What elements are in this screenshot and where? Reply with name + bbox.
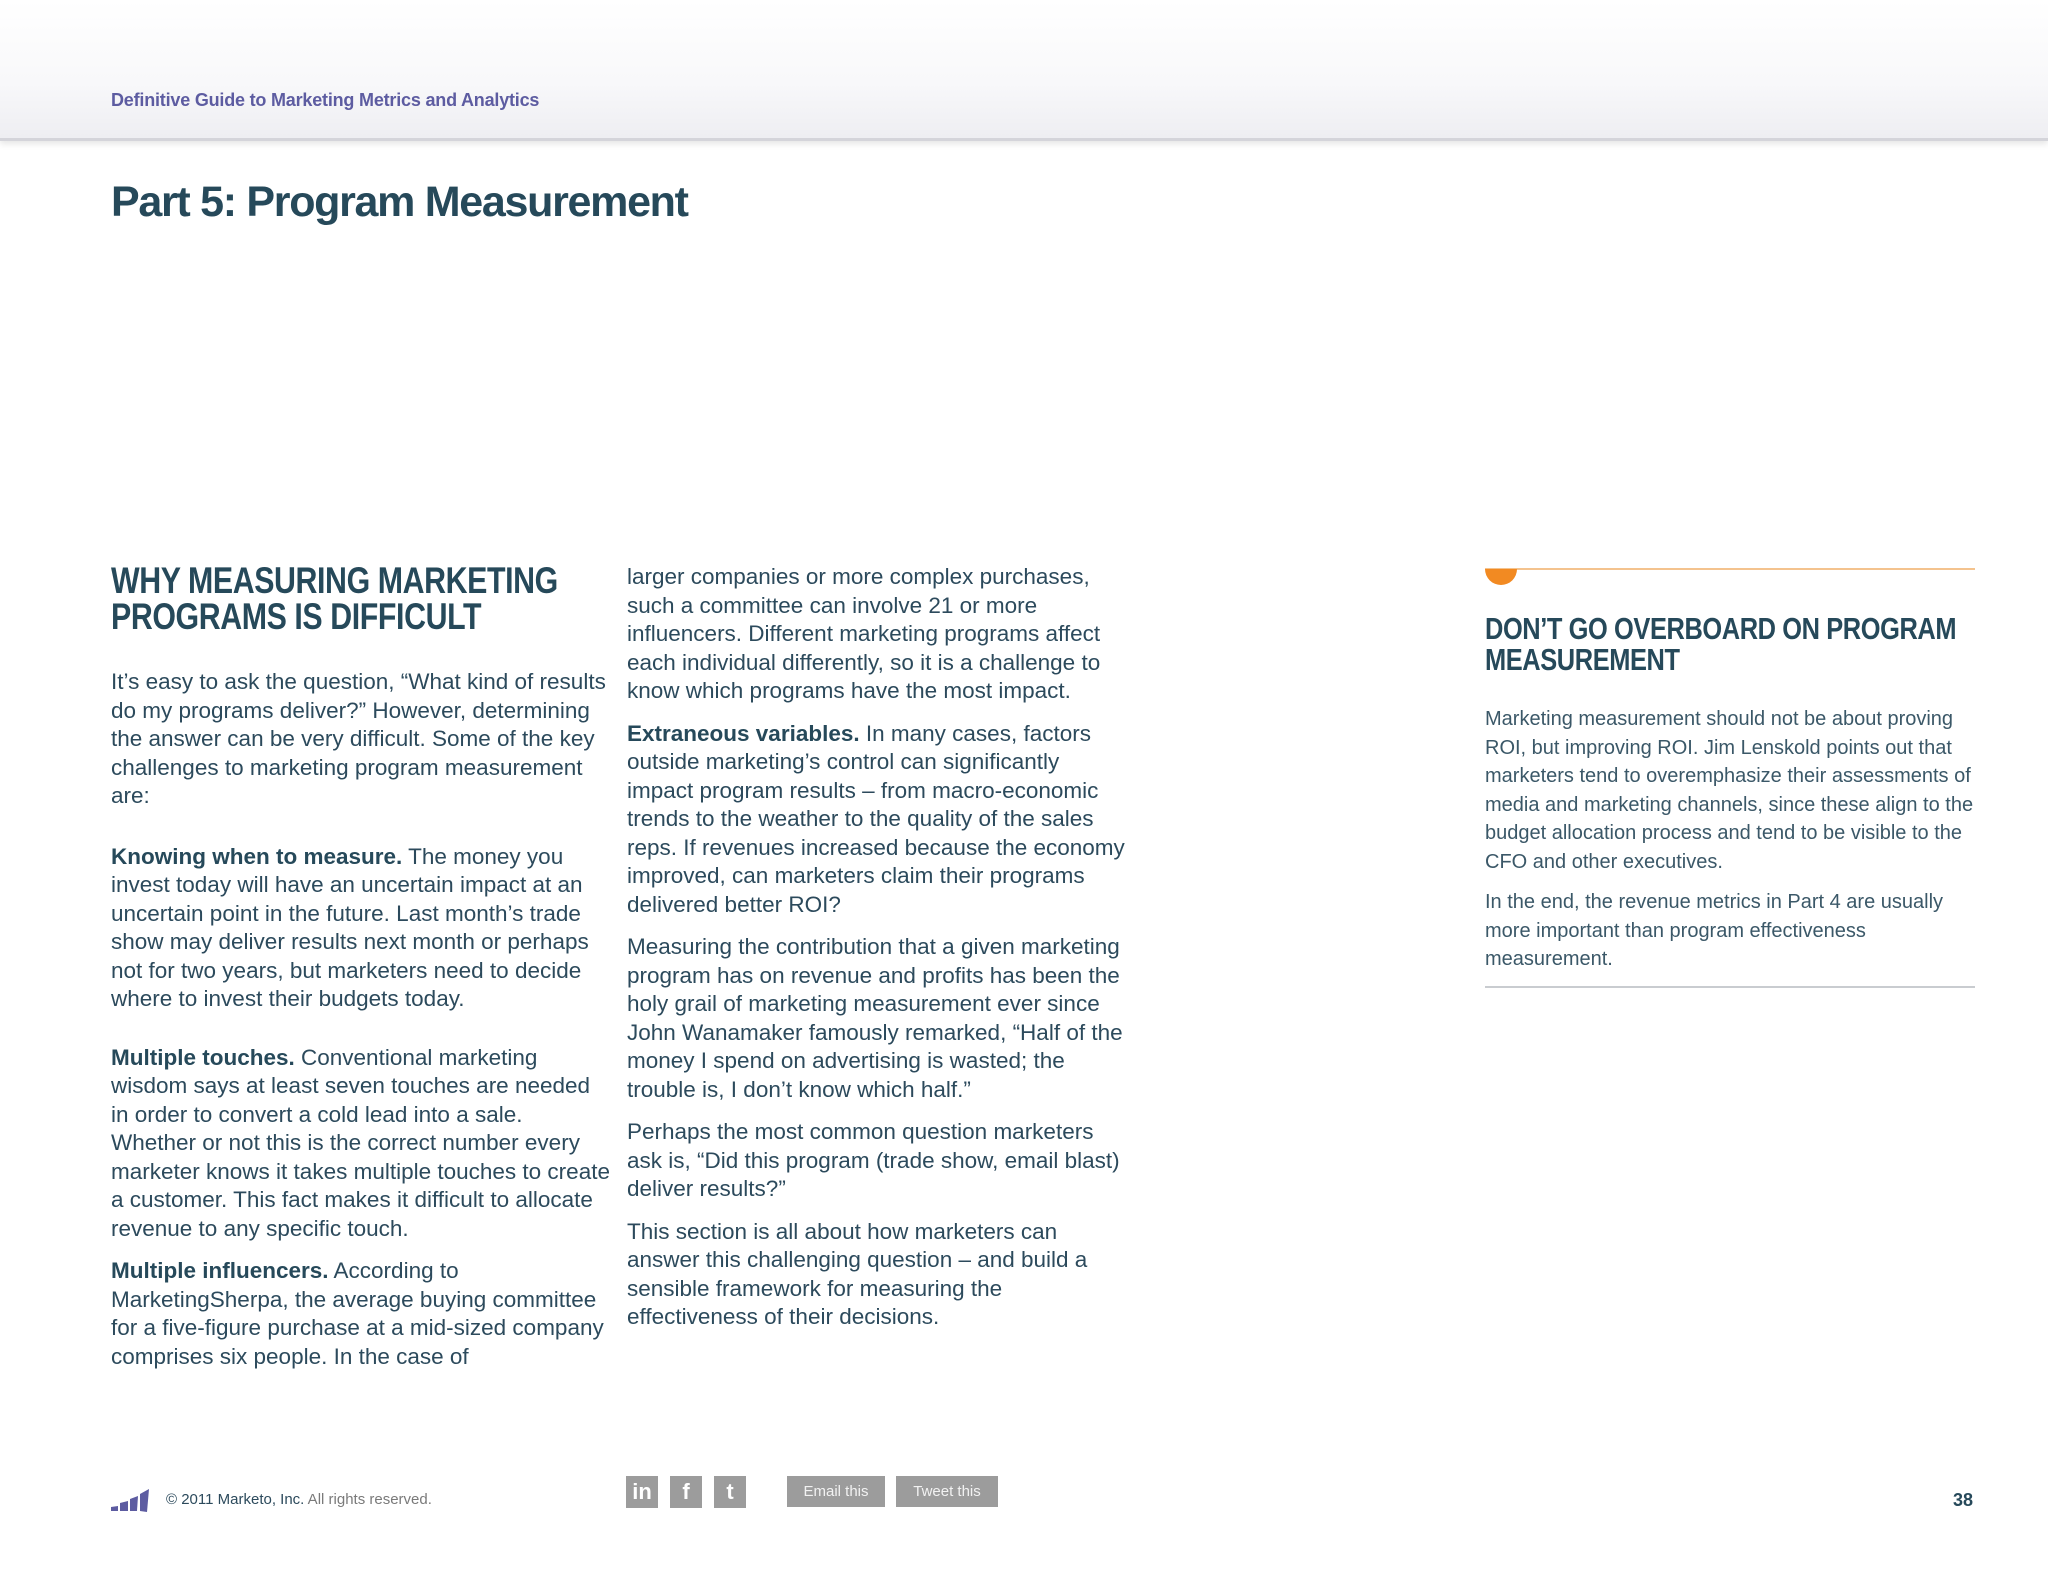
sidebar-paragraph-1: Marketing measurement should not be about proving ROI, but improving ROI. Jim Lenskold points out that marketers tend to overemphasize their assessments of media and marketing channels, since these align to the budget allocation process and tend to be visible to the CFO and other executives.	[1485, 708, 1974, 873]
twitter-icon: t	[726, 1479, 734, 1504]
page-title: Part 5: Program Measurement	[111, 178, 688, 226]
challenge-touches-text: Conventional marketing wisdom says at least seven touches are needed in order to convert a cold lead into a sale. Whether or not this is the correct number every marketer knows it takes multiple touches to create a customer. This fact makes it difficult to allocate revenue to any specific touch.	[111, 1044, 610, 1241]
facebook-share-button[interactable]	[670, 1476, 702, 1508]
section-summary-paragraph: This section is all about how marketers can answer this challenging question – and build a sensible framework for measuring the effectiveness of their decisions.	[627, 1218, 1088, 1329]
sidebar-heading-line1: DON’T GO OVERBOARD ON PROGRAM	[1485, 611, 1957, 646]
section-heading	[111, 560, 558, 637]
sidebar-callout	[1485, 568, 1975, 988]
copyright-text: © 2011 Marketo, Inc.	[166, 1491, 305, 1508]
challenge-timing-text: The money you invest today will have an uncertain impact at an uncertain point in the future. Last month’s trade show may deliver results next month or perhaps not for two years, but marketers need to decide where to invest their budgets today.	[111, 843, 589, 1011]
orange-tab-marker	[1485, 569, 1517, 585]
sidebar-top-rule	[1485, 568, 1975, 570]
marketo-logo	[111, 1488, 151, 1519]
sidebar-bottom-rule	[1485, 986, 1975, 988]
left-column	[111, 560, 611, 1371]
challenge-influencers	[111, 1257, 611, 1371]
challenge-variables-title: Extraneous variables.	[627, 720, 860, 746]
sidebar-paragraph-2: In the end, the revenue metrics in Part 4 are usually more important than program effectiveness measurement.	[1485, 891, 1944, 970]
challenge-touches-title: Multiple touches.	[111, 1044, 295, 1070]
common-question-paragraph: Perhaps the most common question marketers ask is, “Did this program (trade show, email blast) deliver results?”	[627, 1119, 1120, 1201]
challenge-touches	[111, 1044, 611, 1244]
sidebar-heading	[1485, 611, 1957, 677]
email-this-button[interactable]: Email this	[787, 1476, 885, 1507]
facebook-icon: f	[682, 1479, 690, 1504]
document-title: Definitive Guide to Marketing Metrics and Analytics	[111, 90, 540, 110]
linkedin-share-button[interactable]	[626, 1476, 658, 1508]
linkedin-icon: in	[632, 1479, 652, 1504]
page-number: 38	[1953, 1490, 1974, 1510]
influencers-continued: larger companies or more complex purchases, such a committee can involve 21 or more influencers. Different marketing programs affect each individual differently, so it is a challenge to know which programs have the most impact.	[627, 564, 1101, 703]
challenge-influencers-title: Multiple influencers.	[111, 1258, 329, 1283]
intro-paragraph: It’s easy to ask the question, “What kind of results do my programs deliver?” However, determining the answer can be very difficult. Some of the key challenges to marketing program measurement are:	[111, 669, 606, 808]
challenge-timing-title: Knowing when to measure.	[111, 843, 403, 869]
middle-column	[627, 563, 1127, 1346]
tweet-this-button[interactable]: Tweet this	[896, 1476, 998, 1507]
twitter-share-button[interactable]	[714, 1476, 746, 1508]
challenge-influencers-text: According to MarketingSherpa, the average buying committee for a five-figure purchase at a mid-sized company comprises six people. In the case of	[111, 1258, 604, 1369]
header-bar	[0, 0, 2048, 141]
challenge-variables-text: In many cases, factors outside marketing’s control can significantly impact program results – from macro-economic trends to the weather to the quality of the sales reps. If revenues increased because the economy improved, can marketers claim their programs delivered better ROI?	[627, 720, 1125, 917]
section-heading-line2: PROGRAMS IS DIFFICULT	[111, 596, 482, 637]
copyright-notice	[166, 1491, 432, 1508]
challenge-variables	[627, 720, 1127, 920]
section-heading-line1: WHY MEASURING MARKETING	[111, 560, 558, 601]
wanamaker-paragraph: Measuring the contribution that a given marketing program has on revenue and profits has been the holy grail of marketing measurement ever since John Wanamaker famously remarked, “Half of the money I spend on advertising is wasted; the trouble is, I don’t know which half.”	[627, 934, 1123, 1102]
sidebar-heading-line2: MEASUREMENT	[1485, 642, 1680, 677]
challenge-timing	[111, 843, 611, 1014]
rights-text: All rights reserved.	[304, 1491, 432, 1508]
